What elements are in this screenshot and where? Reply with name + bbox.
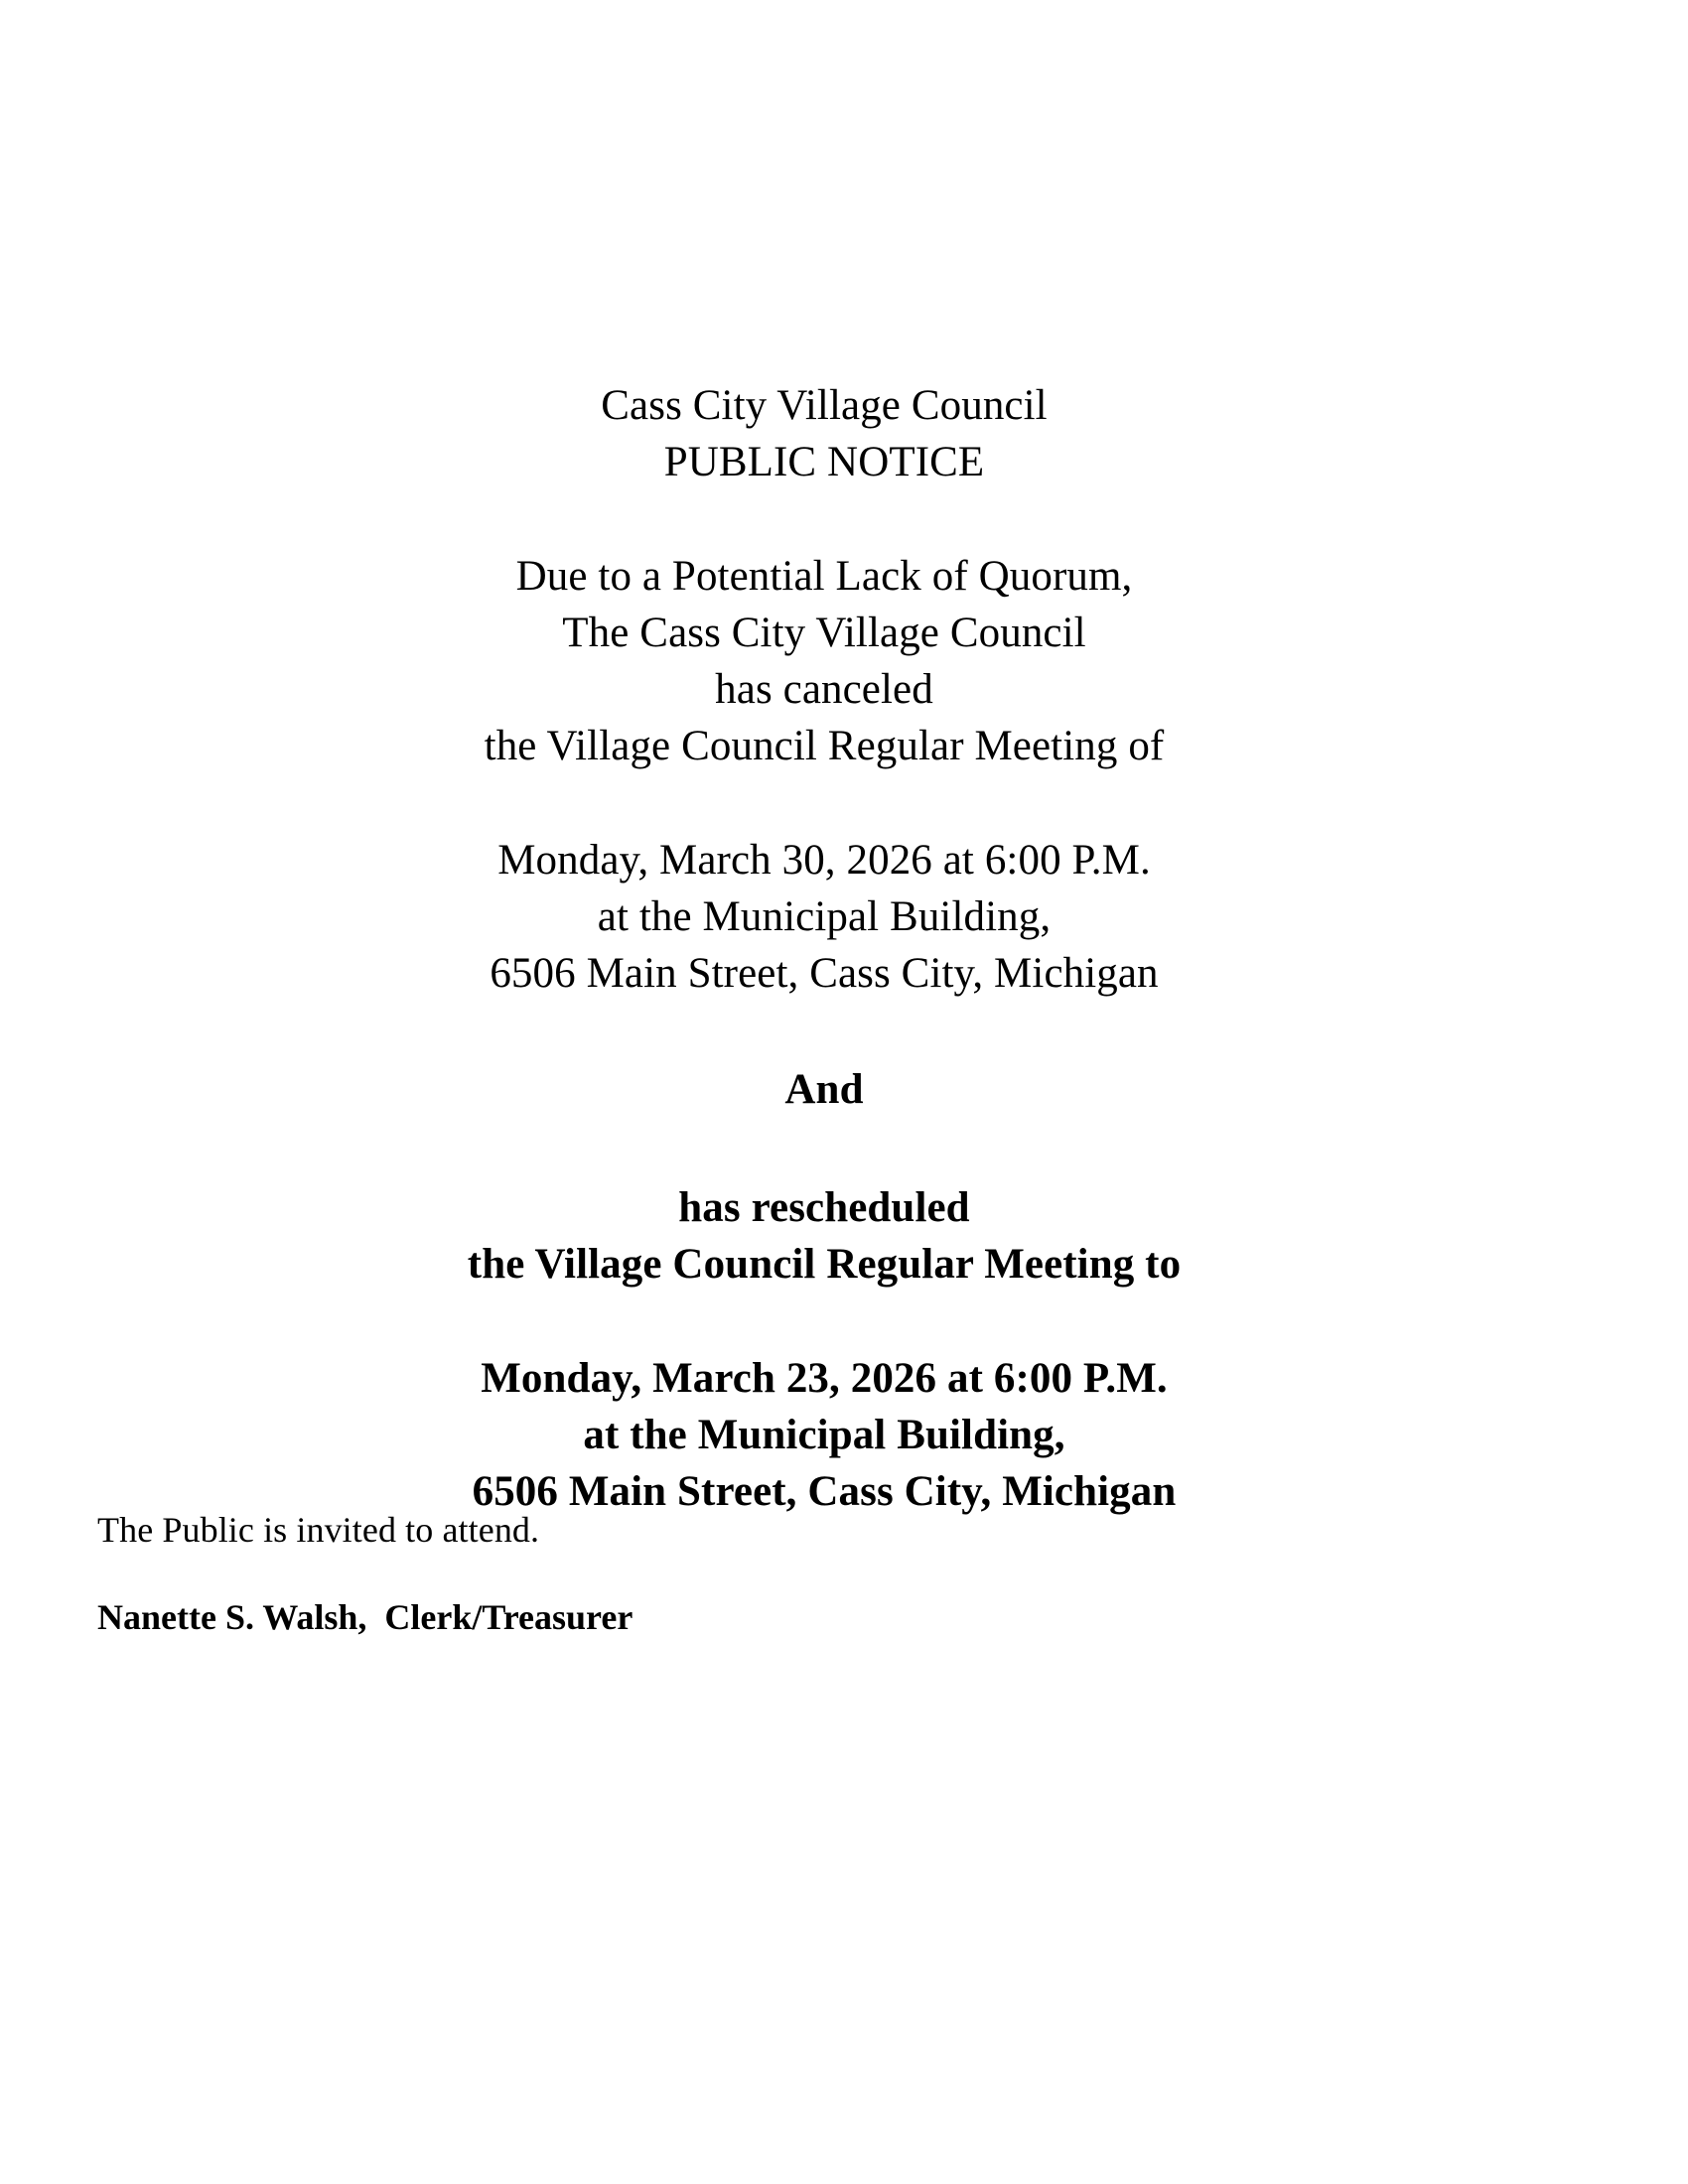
reschedule-statement <box>0 1179 1648 1293</box>
canceled-meeting-address: 6506 Main Street, Cass City, Michigan <box>490 950 1159 997</box>
cancellation-action: has canceled <box>715 666 933 713</box>
canceled-meeting-venue: at the Municipal Building, <box>597 893 1052 940</box>
spacer <box>97 1553 1090 1594</box>
organization-name: Cass City Village Council <box>601 382 1048 429</box>
signature-clerk-treasurer: Nanette S. Walsh, Clerk/Treasurer <box>97 1597 633 1637</box>
spacer <box>0 1002 1648 1061</box>
page-title: PUBLIC NOTICE <box>663 439 985 485</box>
canceled-meeting-details <box>0 832 1648 1002</box>
notice-body <box>0 377 1648 1520</box>
rescheduled-meeting-datetime: Monday, March 23, 2026 at 6:00 P.M. <box>481 1355 1168 1402</box>
rescheduled-meeting-details <box>0 1350 1648 1520</box>
rescheduled-meeting-venue: at the Municipal Building, <box>583 1412 1065 1458</box>
spacer <box>0 1118 1648 1179</box>
rescheduled-meeting-address: 6506 Main Street, Cass City, Michigan <box>472 1468 1177 1515</box>
cancellation-statement <box>0 548 1648 774</box>
notice-footer <box>97 1507 1090 1640</box>
spacer <box>0 1293 1648 1350</box>
reschedule-action: has rescheduled <box>678 1184 970 1231</box>
reschedule-meeting: the Village Council Regular Meeting to <box>467 1241 1182 1288</box>
public-invitation: The Public is invited to attend. <box>97 1510 540 1550</box>
spacer <box>0 490 1648 548</box>
cancellation-meeting: the Village Council Regular Meeting of <box>484 723 1165 769</box>
spacer <box>0 774 1648 832</box>
conjunction-block <box>0 1061 1648 1118</box>
canceled-meeting-datetime: Monday, March 30, 2026 at 6:00 P.M. <box>497 837 1151 884</box>
notice-header <box>0 377 1648 490</box>
cancellation-reason: Due to a Potential Lack of Quorum, <box>515 553 1133 600</box>
cancellation-subject: The Cass City Village Council <box>562 610 1086 656</box>
conjunction-label: And <box>784 1066 864 1113</box>
